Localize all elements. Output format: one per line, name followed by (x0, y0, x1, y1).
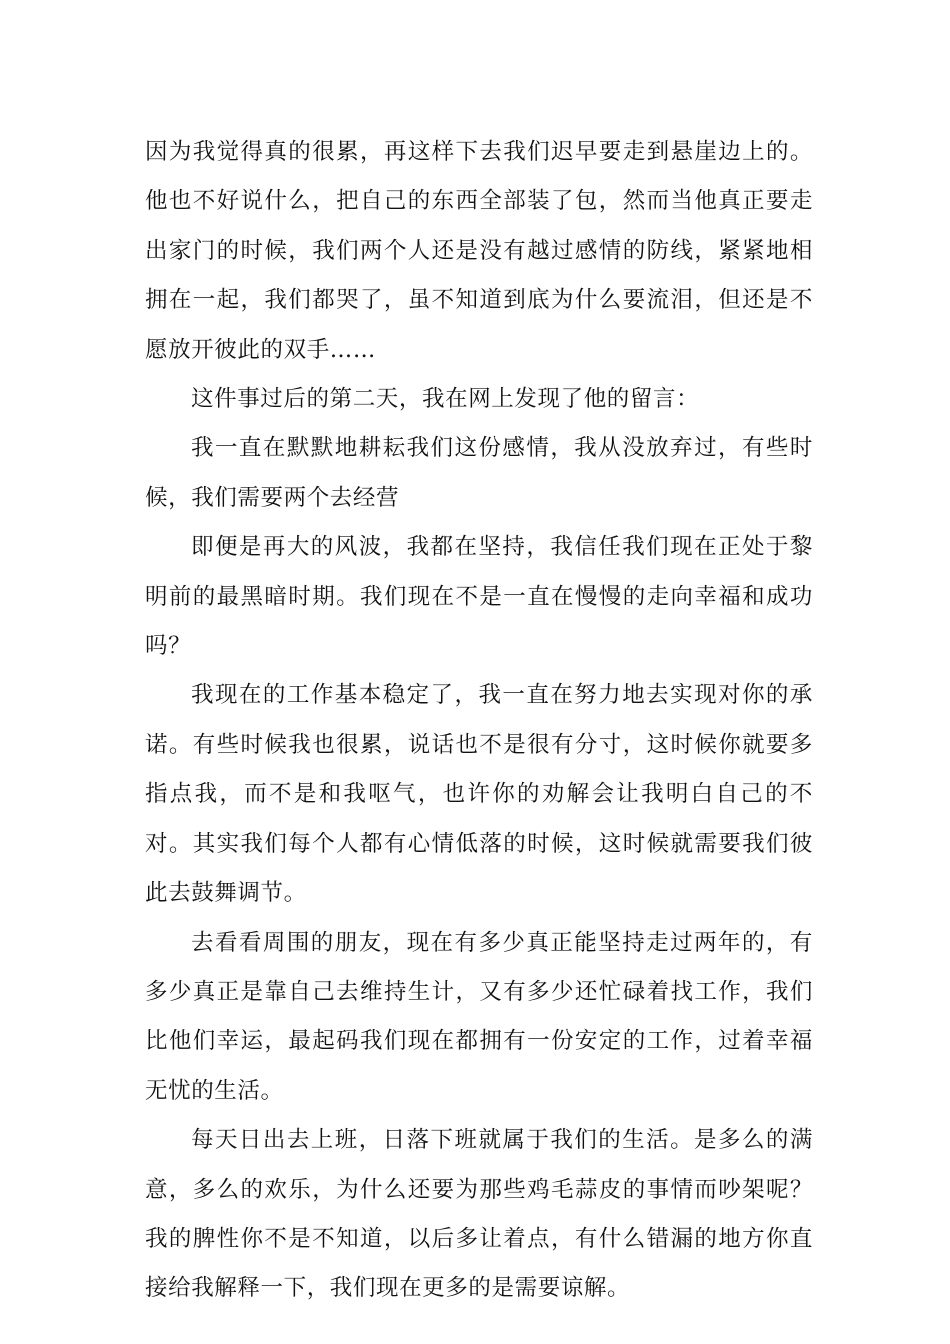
paragraph: 这件事过后的第二天，我在网上发现了他的留言： (191, 386, 700, 413)
paragraph: 即便是再大的风波，我都在坚持，我信任我们现在正处于黎明前的最黑暗时期。我们现在不是一直在慢慢的走向幸福和成功吗？ (145, 534, 813, 660)
paragraph: 我现在的工作基本稳定了，我一直在努力地去实现对你的承诺。有些时候我也很累，说话也不是很有分寸，这时候你就要多指点我，而不是和我呕气，也许你的劝解会让我明白自己的不对。其实我们每个人都有心情低落的时候，这时候就需要我们彼此去鼓舞调节。 (145, 682, 813, 907)
body-text (145, 128, 813, 1314)
paragraph: 去看看周围的朋友，现在有多少真正能坚持走过两年的，有多少真正是靠自己去维持生计，又有多少还忙碌着找工作，我们比他们幸运，最起码我们现在都拥有一份安定的工作，过着幸福无忧的生活。 (145, 929, 813, 1104)
paragraph: 每天日出去上班，日落下班就属于我们的生活。是多么的满意，多么的欢乐，为什么还要为那些鸡毛蒜皮的事情而吵架呢？我的脾性你不是不知道，以后多让着点，有什么错漏的地方你直接给我解释一下，我们现在更多的是需要谅解。 (145, 1127, 813, 1302)
paragraph: 我一直在默默地耕耘我们这份感情，我从没放弃过，有些时候，我们需要两个去经营 (145, 435, 813, 511)
paragraph-continuation: 因为我觉得真的很累，再这样下去我们迟早要走到悬崖边上的。他也不好说什么，把自己的东西全部装了包，然而当他真正要走出家门的时候，我们两个人还是没有越过感情的防线，紧紧地相拥在一起，我们都哭了，虽不知道到底为什么要流泪，但还是不愿放开彼此的双手…… (145, 139, 813, 363)
